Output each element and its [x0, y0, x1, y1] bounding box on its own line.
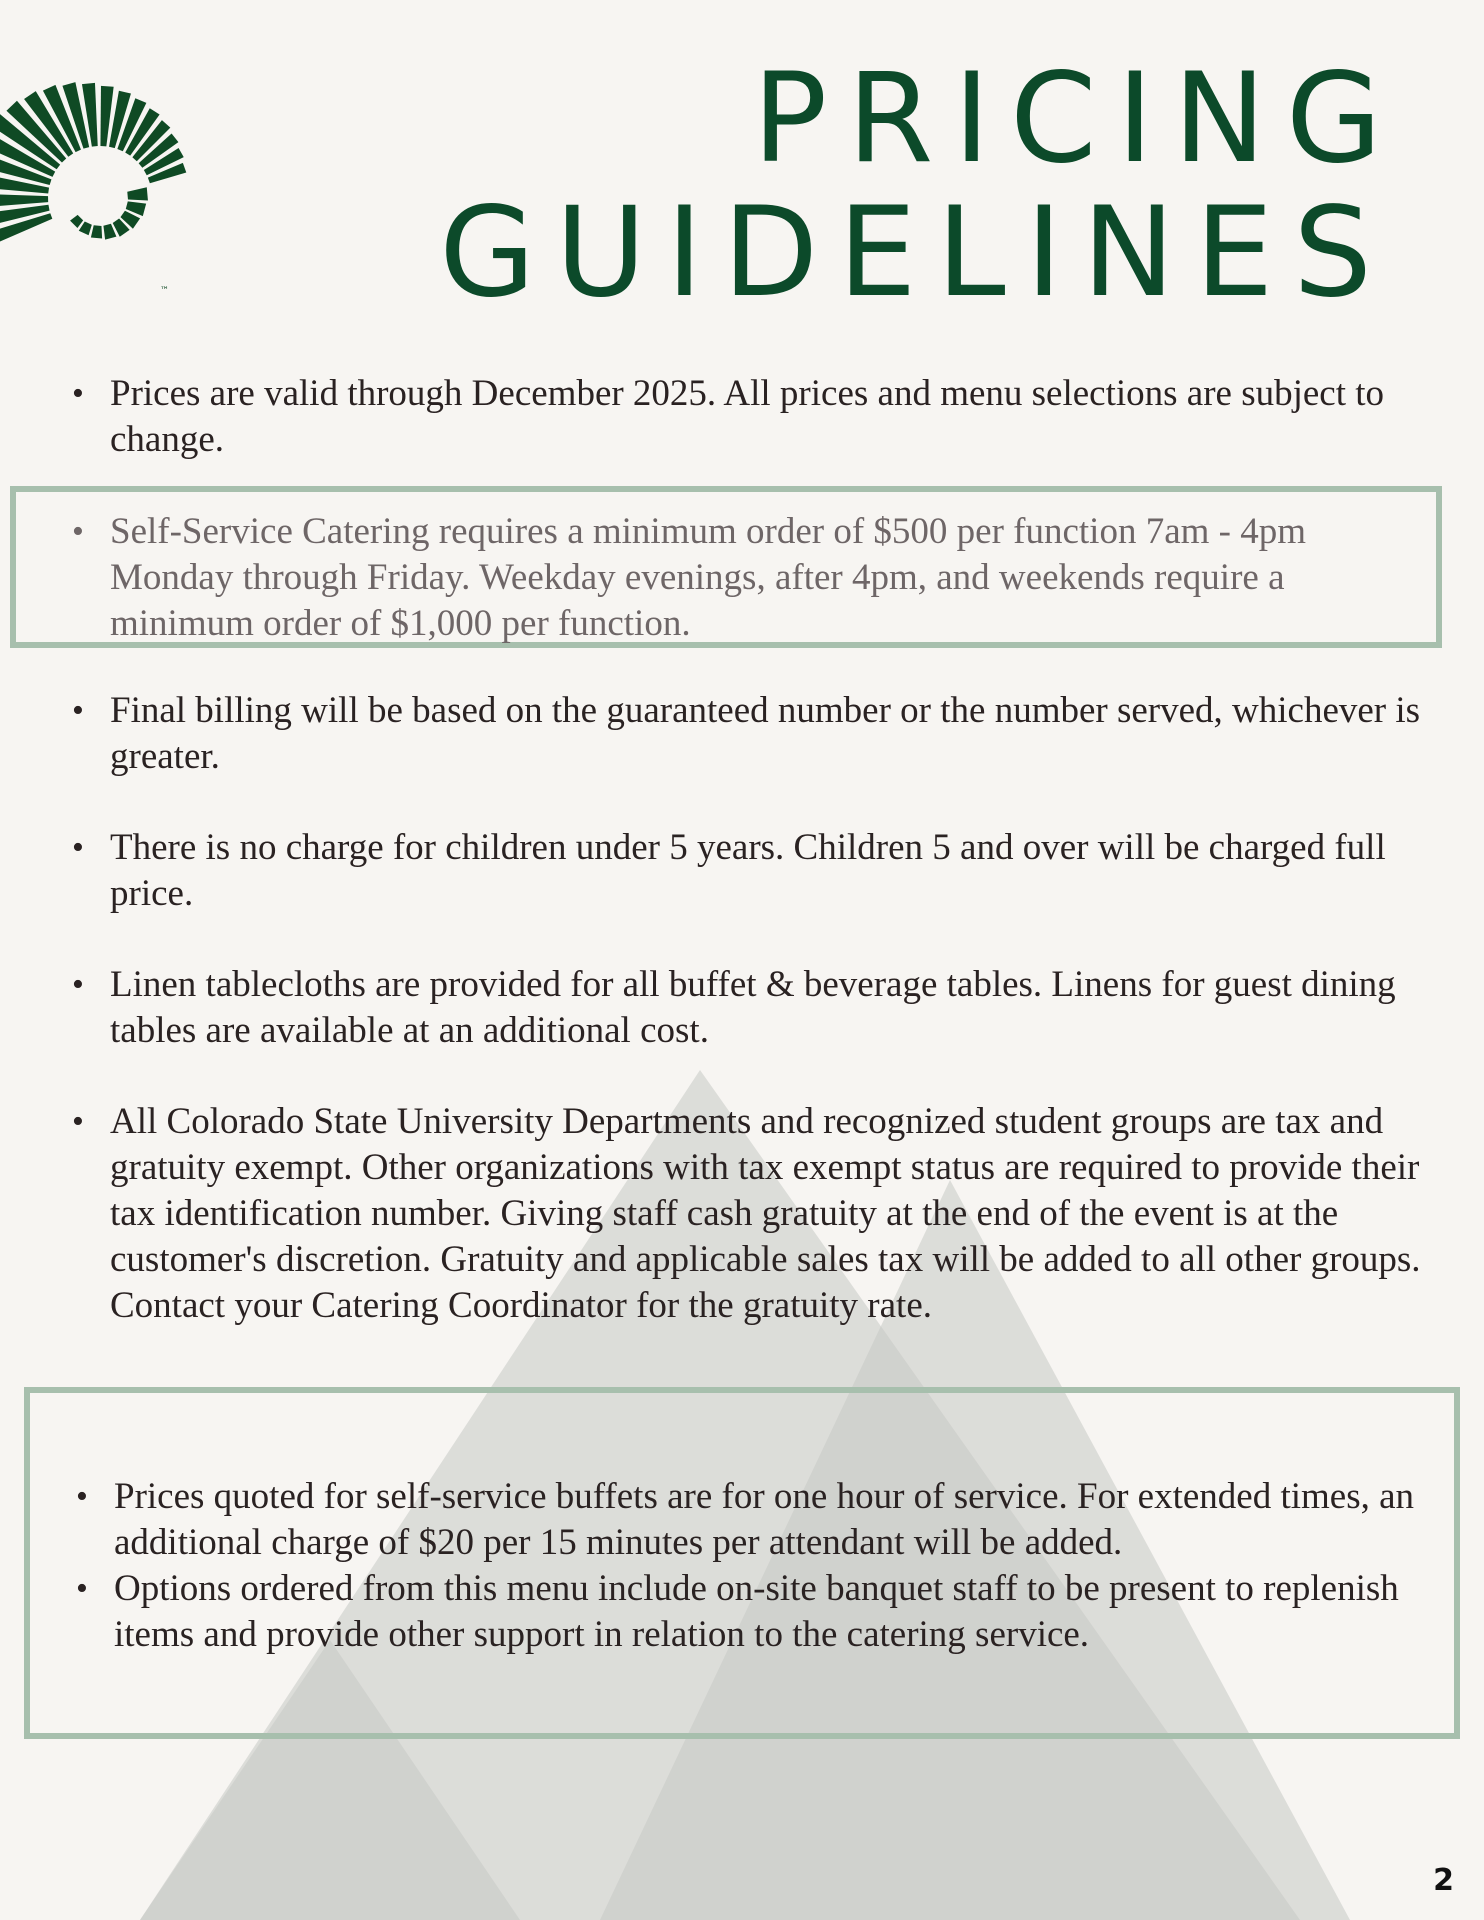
bullet-children-charge: • There is no charge for children under 5 years. Children 5 and over will be charged full price.	[72, 825, 1422, 917]
title-line-1: PRICING	[752, 47, 1402, 191]
boxed-bullet-list	[76, 1474, 1436, 1658]
bullet-list-2	[72, 509, 1412, 647]
bullet-list-1	[72, 371, 1422, 463]
title-line-2: GUIDELINES	[439, 181, 1392, 325]
ram-horn-logo	[0, 28, 330, 303]
bullet-list-6	[72, 1099, 1462, 1329]
bullet-list-4	[72, 825, 1422, 917]
page-title	[439, 47, 1402, 325]
page-number: 2	[1433, 1863, 1454, 1898]
bullet-prices-valid: • Prices are valid through December 2025. All prices and menu selections are subject to change.	[72, 371, 1422, 463]
logo-curl-segment	[127, 187, 148, 200]
bullet-linen-tablecloths: • Linen tablecloths are provided for all buffet & beverage tables. Linens for guest dining tables are available at an additional cost.	[72, 962, 1422, 1054]
bullet-service-duration: • Prices quoted for self-service buffets are for one hour of service. For extended times, an additional charge of $20 per 15 minutes per attendant will be added.	[76, 1474, 1436, 1566]
trademark-symbol: ™	[160, 286, 169, 296]
bullet-minimum-order: • Self-Service Catering requires a minimum order of $500 per function 7am - 4pm Monday through Friday. Weekday evenings, after 4pm, and weekends require a minimum order of $1,000 per function.	[72, 509, 1412, 647]
bullet-tax-gratuity: • All Colorado State University Departments and recognized student groups are tax and gratuity exempt. Other organizations with tax exempt status are required to provide their tax identification number. Giving staff cash gratuity at the end of the event is at the customer's discretion. Gratuity and applicable sales tax will be added to all other groups. Contact your Catering Coordinator for the gratuity rate.	[72, 1099, 1462, 1329]
bullet-list-3	[72, 688, 1422, 780]
bullet-banquet-staff: • Options ordered from this menu include on-site banquet staff to be present to replenish items and provide other support in relation to the catering service.	[76, 1566, 1436, 1658]
logo-curl-segment	[70, 215, 83, 228]
bullet-final-billing: • Final billing will be based on the guaranteed number or the number served, whichever is greater.	[72, 688, 1422, 780]
bullet-list-5	[72, 962, 1422, 1054]
logo-curl-segment	[91, 225, 102, 238]
